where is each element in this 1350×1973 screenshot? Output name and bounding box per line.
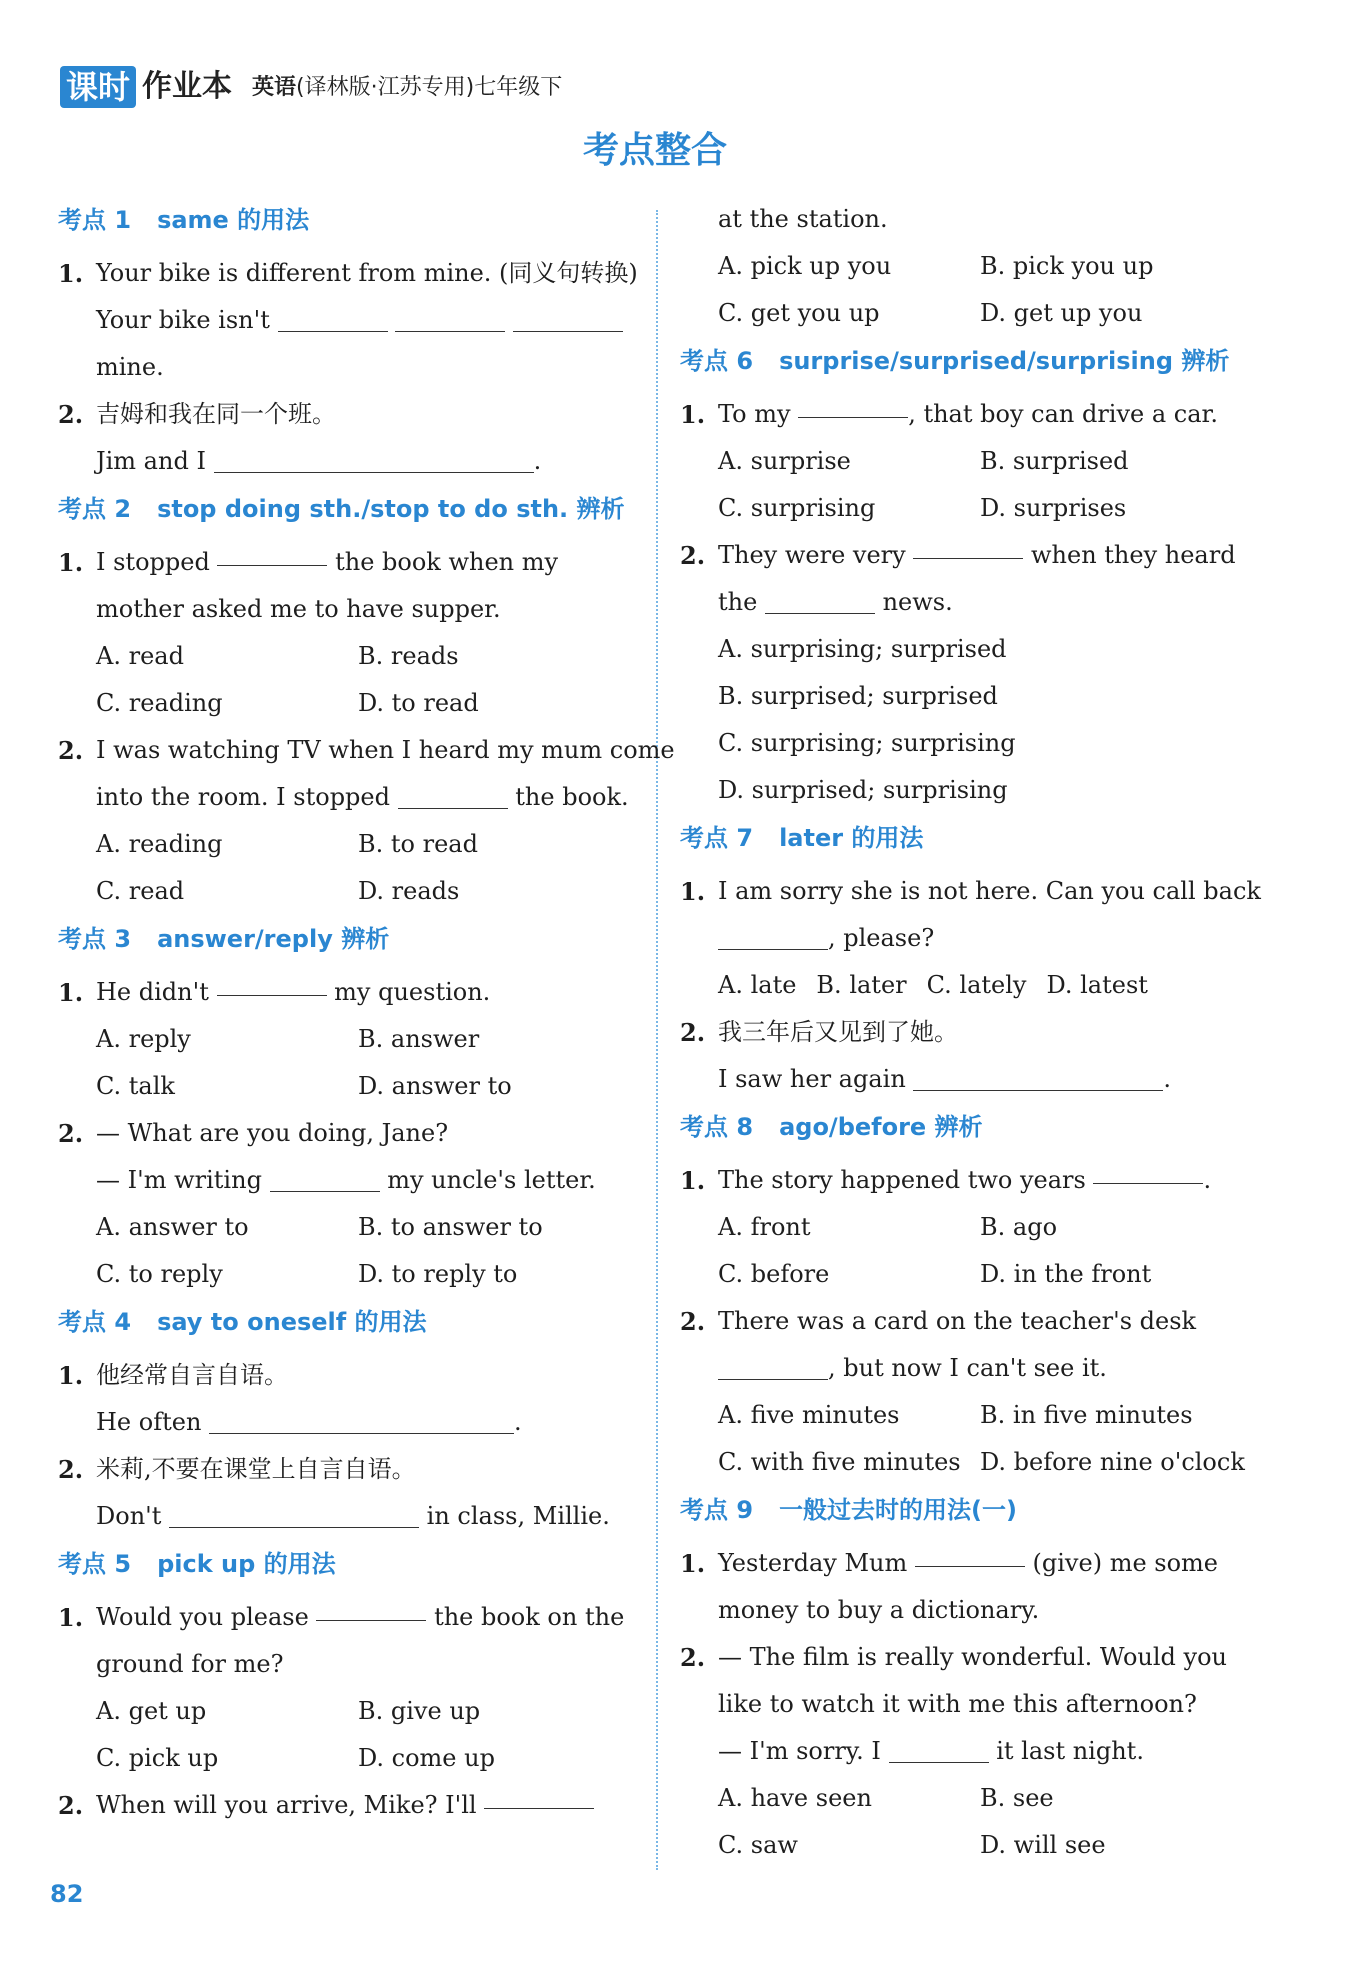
question-text: news. [882,588,953,616]
question-number: 1. [680,1166,706,1195]
option-c[interactable]: C. talk [96,1072,175,1100]
answer-blank[interactable] [270,1165,380,1192]
logo: 课时 [60,66,136,108]
question-text: the [718,588,758,616]
option-b[interactable]: B. surprised [980,447,1129,475]
section-number: 考点 2 [58,495,132,523]
option-d[interactable]: D. answer to [358,1072,512,1100]
page-title: 考点整合 [582,129,727,171]
option-d[interactable]: D. to reply to [358,1260,518,1288]
option-c[interactable]: C. get you up [718,299,880,327]
question-1 [680,1540,1260,1587]
option-d[interactable]: D. to read [358,689,479,717]
question-text: There was a card on the teacher's desk [718,1307,1197,1335]
options-row [680,1822,1260,1869]
question-2 [58,1110,638,1157]
question-text: in class, Millie. [426,1502,610,1530]
option-c[interactable]: C. surprising [718,494,876,522]
question-1: 1. The story happened two years . [680,1157,1260,1204]
answer-blank[interactable] [889,1736,989,1763]
option-a[interactable]: A. read [96,642,184,670]
question-text: To my [718,400,791,428]
section-title: same 的用法 [157,206,310,234]
question-number: 2. [58,736,84,765]
option-a[interactable]: A. get up [96,1697,207,1725]
question-line: at the station. [718,205,888,233]
section-heading-3 [58,921,638,957]
options-row [680,1439,1260,1486]
question-number: 2. [58,400,84,429]
answer-blank[interactable] [316,1594,426,1621]
question-line: I saw her again . [718,1065,1172,1093]
options-row [58,633,638,680]
option-d[interactable]: D. get up you [980,299,1143,327]
answer-blank[interactable] [718,923,828,950]
option-d[interactable]: D. surprised; surprising [718,776,1008,804]
options-row [58,1688,638,1735]
option-c[interactable]: C. surprising; surprising [718,729,1016,757]
section-title: later 的用法 [779,824,924,852]
options-row [58,821,638,868]
answer-blank[interactable] [217,969,327,996]
question-number: 2. [680,1643,706,1672]
question-text: the book on the [434,1603,625,1631]
section-heading-7 [680,820,1260,856]
question-text: He often [96,1408,202,1436]
question-number: 1. [680,1549,706,1578]
question-number: 1. [58,978,84,1007]
question-2 [680,1009,1260,1056]
option-b[interactable]: B. later [816,971,907,999]
question-text: They were very [718,541,906,569]
question-text: I stopped [96,548,210,576]
question-2 [680,532,1260,579]
section-number: 考点 5 [58,1550,132,1578]
option-d[interactable]: D. reads [358,877,460,905]
question-text: I am sorry she is not here. Can you call back [718,877,1261,905]
question-line: mine. [96,353,164,381]
answer-blank[interactable] [209,1407,514,1434]
question-text: Yesterday Mum [718,1549,908,1577]
question-number: 1. [58,1603,84,1632]
option-d[interactable]: D. surprises [980,494,1127,522]
question-text: He didn't [96,978,209,1006]
question-line: Jim and I . [96,447,542,475]
section-heading-1 [58,202,638,238]
option-c[interactable]: C. with five minutes [718,1448,961,1476]
option-a[interactable]: A. surprise [718,447,851,475]
section-number: 考点 6 [680,347,754,375]
section-heading-4 [58,1304,638,1340]
options-row [680,485,1260,532]
options-row [58,868,638,915]
answer-blank[interactable] [915,1540,1025,1567]
question-text: The story happened two years [718,1166,1086,1194]
question-line: He often . [96,1408,522,1436]
question-text: — What are you doing, Jane? [96,1119,449,1147]
question-text: Would you please [96,1603,309,1631]
question-number: 2. [58,1455,84,1484]
option-c[interactable]: C. before [718,1260,830,1288]
section-title: surprise/surprised/surprising 辨析 [779,347,1230,375]
question-2 [58,1446,638,1493]
question-number: 2. [680,541,706,570]
question-number: 1. [680,400,706,429]
answer-blank[interactable] [395,305,505,332]
options-row [58,1735,638,1782]
answer-blank[interactable] [513,305,623,332]
section-title: ago/before 辨析 [779,1113,983,1141]
section-number: 考点 1 [58,206,132,234]
question-text: the book. [515,783,629,811]
options-row [58,1063,638,1110]
question-line [58,774,638,821]
option-a[interactable]: A. surprising; surprised [718,635,1007,663]
question-line [58,1157,638,1204]
subject-label: 英语 [252,75,297,100]
question-line: like to watch it with me this afternoon? [718,1690,1197,1718]
question-text: I saw her again [718,1065,906,1093]
question-1 [680,391,1260,438]
option-d[interactable]: D. will see [980,1831,1106,1859]
answer-blank[interactable] [278,305,388,332]
question-line [58,1493,638,1540]
option-c[interactable]: C. lately [926,971,1027,999]
answer-blank[interactable] [214,446,534,473]
section-title: pick up 的用法 [157,1550,336,1578]
option-b[interactable]: B. pick you up [980,252,1154,280]
question-text: Your bike isn't [96,306,270,334]
options-row [58,1016,638,1063]
question-number: 2. [680,1307,706,1336]
question-2 [680,1298,1260,1345]
question-number: 1. [58,548,84,577]
question-line [58,297,638,344]
left-column [58,196,675,1829]
section-heading-2 [58,491,638,527]
options-row [58,680,638,727]
options-row [680,1775,1260,1822]
answer-blank[interactable] [398,782,508,809]
question-1 [58,1594,638,1641]
question-text: When will you arrive, Mike? I'll [96,1791,477,1819]
question-1 [58,539,638,586]
question-text: my question. [334,978,491,1006]
options-row [58,1251,638,1298]
question-text: my uncle's letter. [387,1166,596,1194]
question-text: Your bike is different from mine. (同义句转换) [96,259,638,287]
option-a[interactable]: A. pick up you [718,252,892,280]
question-text: when they heard [1030,541,1236,569]
question-line [680,915,1260,962]
question-1 [680,868,1260,915]
question-line: mother asked me to have supper. [96,595,501,623]
option-c[interactable]: C. read [96,877,185,905]
right-column [680,196,1260,1869]
answer-blank[interactable] [169,1501,419,1528]
question-text: Don't [96,1502,162,1530]
option-c[interactable]: C. reading [96,689,223,717]
answer-blank[interactable] [1093,1157,1203,1184]
option-a[interactable]: A. five minutes [718,1401,900,1429]
options-row [680,1204,1260,1251]
options-row [58,1204,638,1251]
option-d[interactable]: D. before nine o'clock [980,1448,1245,1476]
option-b[interactable]: B. to answer to [358,1213,543,1241]
option-c[interactable]: C. pick up [96,1744,219,1772]
options-row [680,1251,1260,1298]
edition-label: (译林版·江苏专用)七年级下 [296,75,563,100]
book-info [252,68,562,108]
answer-blank[interactable] [718,1353,828,1380]
column-divider [656,210,658,1870]
option-c[interactable]: C. to reply [96,1260,223,1288]
question-number: 1. [58,1361,84,1390]
question-text: the book when my [335,548,559,576]
option-b[interactable]: B. reads [358,642,459,670]
options-row [680,962,1260,1009]
page-number: 82 [50,1880,84,1908]
options-row [680,290,1260,337]
question-text: 米莉,不要在课堂上自言自语。 [96,1455,416,1483]
option-d[interactable]: D. come up [358,1744,495,1772]
section-title: say to oneself 的用法 [157,1308,427,1336]
question-number: 2. [58,1119,84,1148]
question-line [680,1728,1260,1775]
logo-subtitle: 作业本 [142,69,233,104]
page-header [60,62,562,108]
question-text: , but now I can't see it. [828,1354,1107,1382]
question-number: 1. [58,259,84,288]
question-line [680,579,1260,626]
option-b[interactable]: B. in five minutes [980,1401,1193,1429]
answer-blank[interactable] [217,539,327,566]
question-number: 2. [58,1791,84,1820]
question-2 [58,727,675,774]
option-c[interactable]: C. saw [718,1831,798,1859]
question-text: Jim and I [96,447,206,475]
option-d[interactable]: D. in the front [980,1260,1152,1288]
question-line: money to buy a dictionary. [718,1596,1040,1624]
question-text: (give) me some [1032,1549,1219,1577]
question-text: , that boy can drive a car. [908,400,1219,428]
question-line [680,1345,1260,1392]
question-text: — I'm sorry. I [718,1737,881,1765]
section-number: 考点 7 [680,824,754,852]
section-title: stop doing sth./stop to do sth. 辨析 [157,495,625,523]
question-text: into the room. I stopped [96,783,390,811]
option-b[interactable]: B. answer [358,1025,480,1053]
option-d[interactable]: D. latest [1046,971,1148,999]
question-1 [58,1352,638,1399]
question-text: 我三年后又见到了她。 [718,1018,958,1046]
section-number: 考点 8 [680,1113,754,1141]
question-number: 2. [680,1018,706,1047]
question-2 [58,391,638,438]
option-a[interactable]: A. have seen [718,1784,872,1812]
section-number: 考点 9 [680,1496,754,1524]
answer-blank[interactable] [913,532,1023,559]
section-title: 一般过去时的用法(一) [779,1496,1017,1524]
question-text: I was watching TV when I heard my mum come [96,736,675,764]
section-heading-5 [58,1546,638,1582]
answer-blank[interactable] [765,587,875,614]
option-a[interactable]: A. late [718,971,797,999]
option-a[interactable]: A. reading [96,830,223,858]
option-a[interactable]: A. answer to [96,1213,249,1241]
option-b[interactable]: B. see [980,1784,1054,1812]
options-row [680,1392,1260,1439]
question-text: it last night. [996,1737,1144,1765]
section-heading-6 [680,343,1260,379]
question-number: 1. [680,877,706,906]
question-1 [58,250,638,297]
option-a[interactable]: A. reply [96,1025,191,1053]
question-text: — I'm writing [96,1166,262,1194]
option-b[interactable]: B. to read [358,830,478,858]
question-line: ground for me? [96,1650,284,1678]
question-text: 吉姆和我在同一个班。 [96,400,336,428]
option-b[interactable]: B. give up [358,1697,481,1725]
question-2 [58,1782,638,1829]
answer-blank[interactable] [913,1064,1163,1091]
section-heading-8 [680,1109,1260,1145]
question-text: 他经常自言自语。 [96,1361,288,1389]
section-title: answer/reply 辨析 [157,925,390,953]
options-row [680,243,1260,290]
section-number: 考点 3 [58,925,132,953]
section-heading-9 [680,1492,1260,1528]
option-a[interactable]: A. front [718,1213,811,1241]
option-b[interactable]: B. surprised; surprised [718,682,998,710]
answer-blank[interactable] [484,1782,594,1809]
question-2 [680,1634,1260,1681]
question-text: — The film is really wonderful. Would you [718,1643,1227,1671]
section-number: 考点 4 [58,1308,132,1336]
option-b[interactable]: B. ago [980,1213,1058,1241]
answer-blank[interactable] [798,391,908,418]
question-text: , please? [828,924,935,952]
options-row [680,438,1260,485]
question-1 [58,969,638,1016]
